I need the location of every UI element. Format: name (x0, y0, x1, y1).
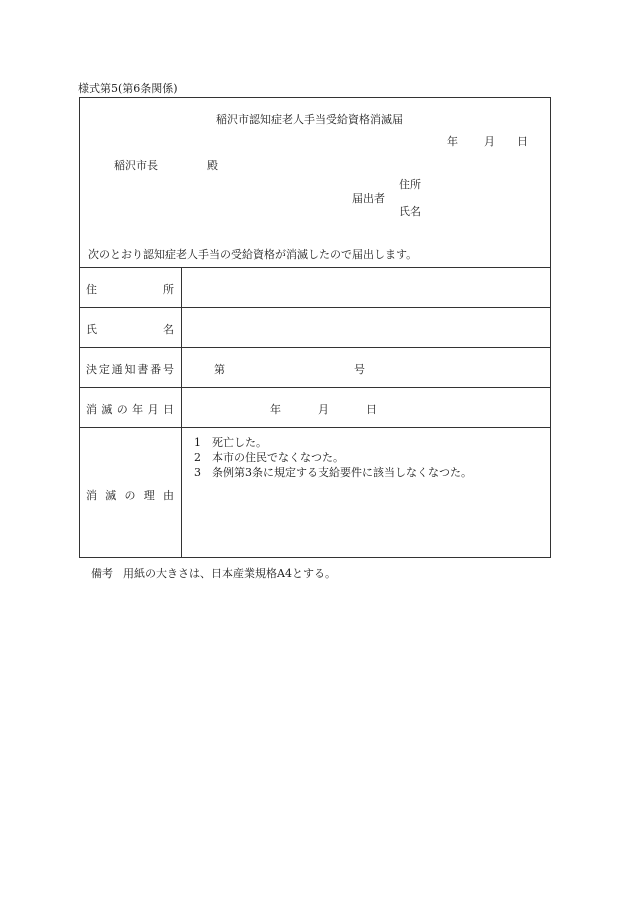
applicant-name-label: 氏名 (399, 205, 421, 218)
extinction-year-label: 年 (270, 403, 281, 416)
applicant-address-label: 住所 (399, 178, 421, 191)
reason-option-number: 1 (194, 436, 201, 449)
extinction-month-label: 月 (318, 403, 329, 416)
notice-number-prefix: 第 (214, 363, 225, 376)
reason-option-text: 死亡した。 (212, 436, 267, 449)
reason-option-text: 条例第3条に規定する支給要件に該当しなくなつた。 (212, 466, 472, 479)
reason-option-number: 3 (194, 466, 201, 479)
addressee (114, 157, 218, 173)
addressee-honorific: 殿 (207, 159, 218, 172)
label-char: 番 (150, 363, 162, 376)
label-char: 書 (137, 363, 149, 376)
label-char: 月 (147, 403, 159, 416)
label-char: 知 (124, 363, 136, 376)
divider (79, 347, 551, 348)
date-year-label: 年 (447, 135, 458, 148)
notice-number-suffix: 号 (354, 363, 365, 376)
addressee-name: 稲沢市長 (114, 159, 158, 172)
label-char: 消 (86, 403, 97, 416)
address-row-label (86, 281, 174, 297)
label-char: 由 (163, 489, 174, 502)
reason-option (194, 464, 472, 480)
notice-number-row-label (86, 361, 174, 377)
label-char: 決 (86, 363, 97, 376)
label-char: 滅 (101, 403, 113, 416)
label-char: 定 (98, 363, 110, 376)
label-char: 通 (111, 363, 123, 376)
date-month-label: 月 (484, 135, 495, 148)
extinction-day-label: 日 (366, 403, 377, 416)
divider (79, 307, 551, 308)
name-row-label (86, 321, 174, 337)
label-char: 日 (162, 403, 174, 416)
reason-option (194, 449, 344, 465)
label-char: 住 (86, 283, 97, 296)
extinction-date-row-label (86, 401, 174, 417)
divider (79, 267, 551, 268)
reason-option-text: 本市の住民でなくなつた。 (212, 451, 344, 464)
label-char: の (116, 403, 128, 416)
reason-option (194, 434, 267, 450)
label-char: の (124, 489, 136, 502)
statement-text: 次のとおり認知症老人手当の受給資格が消滅したので届出します。 (88, 248, 418, 261)
date-day-label: 日 (517, 135, 528, 148)
remark (91, 565, 336, 581)
form-title: 稲沢市認知症老人手当受給資格消滅届 (216, 113, 403, 126)
reason-row-label (86, 487, 174, 503)
reason-option-number: 2 (194, 451, 201, 464)
label-char: 所 (163, 283, 174, 296)
label-char: 年 (132, 403, 144, 416)
remark-text: 用紙の大きさは、日本産業規格A4とする。 (123, 567, 336, 580)
label-char: 名 (163, 323, 174, 336)
remark-label: 備考 (91, 567, 113, 580)
divider (79, 387, 551, 388)
label-char: 理 (143, 489, 155, 502)
column-divider (181, 267, 182, 558)
form-number: 様式第5(第6条関係) (78, 82, 178, 95)
divider (79, 427, 551, 428)
label-char: 滅 (105, 489, 117, 502)
label-char: 氏 (86, 323, 97, 336)
label-char: 消 (86, 489, 97, 502)
applicant-label: 届出者 (352, 192, 385, 205)
label-char: 号 (162, 363, 174, 376)
